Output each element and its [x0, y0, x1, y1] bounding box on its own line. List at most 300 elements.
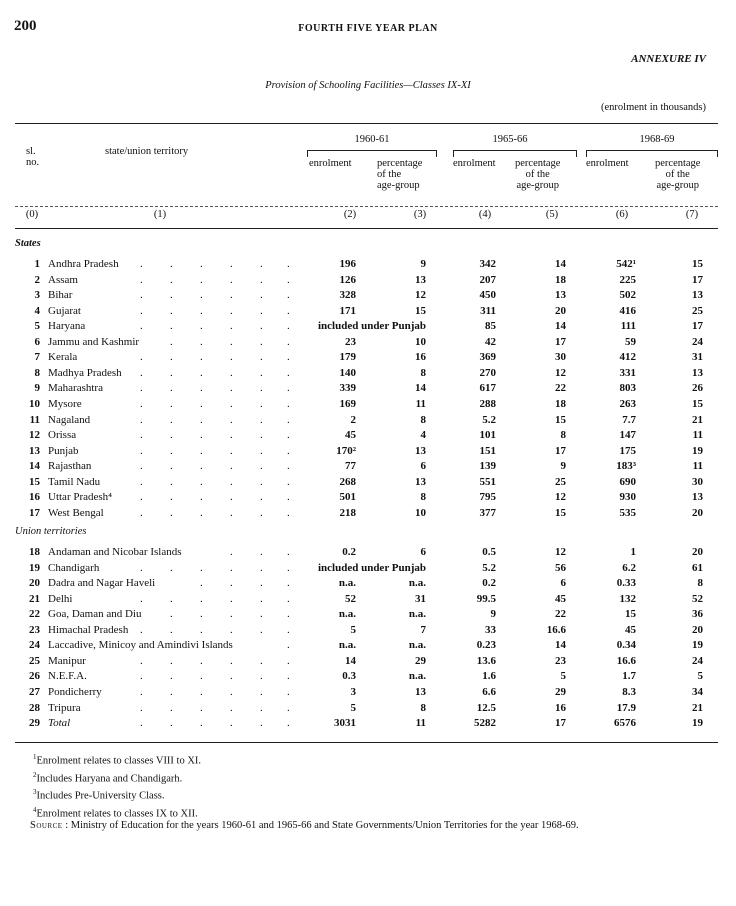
- footnote-text: Includes Pre-University Class.: [36, 790, 165, 802]
- cell-percentage-1960-61: 12: [415, 289, 426, 302]
- cell-enrolment-1965-66: 99.5: [476, 592, 496, 605]
- cell-enrolment-1960-61: 14: [345, 654, 356, 667]
- row-sl-no: 12: [29, 429, 40, 442]
- header-of-the-text: of the: [377, 169, 402, 180]
- header-top-rule: [15, 123, 718, 124]
- row-sl-no: 11: [29, 413, 40, 426]
- cell-percentage-1965-66: 15: [555, 506, 566, 519]
- total-row: 29 Total . . . . . . 3031 11 5282 17 6576 19: [0, 716, 736, 732]
- cell-enrolment-1960-61: 169: [339, 397, 356, 410]
- table-row: 23 Himachal Pradesh . . . . . . 5 7 33 16.6 45 20: [0, 623, 736, 639]
- row-sl-no: 6: [34, 335, 40, 348]
- cell-enrolment-1960-61: 45: [345, 429, 356, 442]
- cell-enrolment-1968-69: 225: [619, 273, 636, 286]
- column-number-1: (1): [153, 209, 167, 220]
- cell-percentage-1965-66: 22: [555, 382, 566, 395]
- table-row: 2 Assam . . . . . . 126 13 207 18 225 17: [0, 273, 736, 289]
- cell-percentage-1965-66: 56: [555, 561, 566, 574]
- table-row: 1 Andhra Pradesh . . . . . . 196 9 342 14 542¹ 15: [0, 257, 736, 273]
- cell-percentage-1968-69: 5: [697, 670, 703, 683]
- row-sl-no: 18: [29, 546, 40, 558]
- cell-enrolment-1965-66: 151: [479, 444, 496, 457]
- cell-enrolment-1968-69: 412: [619, 351, 636, 364]
- cell-percentage-1960-61: 13: [415, 273, 426, 286]
- header-percentage-1965-66: [515, 158, 560, 191]
- cell-enrolment-1960-61: 77: [345, 460, 356, 473]
- cell-enrolment-1965-66: 311: [480, 304, 496, 317]
- cell-percentage-1965-66: 12: [555, 491, 566, 504]
- cell-enrolment-1960-61: 268: [339, 475, 356, 488]
- column-number-4: (4): [478, 209, 492, 220]
- header-sl-line2: no.: [26, 157, 40, 168]
- table-row: 22 Goa, Daman and Diu . . . . . n.a. n.a. 9 22 15 36: [0, 607, 736, 623]
- cell-enrolment-1960-61: 171: [339, 304, 356, 317]
- row-state-name: Tamil Nadu: [48, 475, 101, 488]
- table-row: 12 Orissa . . . . . . 45 4 101 8 147 11: [0, 428, 736, 444]
- cell-enrolment-1960-61: n.a.: [338, 577, 356, 590]
- cell-enrolment-1965-66: 795: [479, 491, 496, 504]
- header-age-group-text: age-group: [656, 180, 700, 191]
- cell-enrolment-1968-69: 16.6: [616, 654, 636, 667]
- cell-enrolment-1965-66: 450: [479, 289, 496, 302]
- cell-enrolment-1968-69: 502: [619, 289, 636, 302]
- cell-enrolment-1965-66: 342: [479, 258, 496, 270]
- row-sl-no: 16: [29, 491, 40, 504]
- header-percentage-text: percentage: [377, 158, 423, 169]
- cell-percentage-1965-66: 5: [560, 670, 566, 683]
- footnote-mark: 2: [33, 770, 37, 779]
- cell-percentage-1960-61: 4: [420, 429, 426, 442]
- cell-enrolment-1960-61: 0.2: [342, 546, 356, 558]
- footnote-mark: 3: [33, 788, 37, 796]
- row-sl-no: 27: [29, 685, 40, 698]
- cell-percentage-1960-61: n.a.: [408, 670, 426, 683]
- cell-enrolment-1965-66: 617: [479, 382, 496, 395]
- cell-enrolment-1960-61: 218: [339, 506, 356, 519]
- cell-enrolment-1965-66: 85: [485, 320, 496, 333]
- column-number-6: (6): [615, 209, 629, 220]
- table-row: 13 Punjab . . . . . . 170² 13 151 17 175 19: [0, 444, 736, 460]
- cell-percentage-1965-66: 45: [555, 592, 566, 605]
- row-state-name: Maharashtra: [48, 382, 103, 395]
- cell-enrolment-1960-61: 328: [339, 289, 356, 302]
- row-sl-no: 26: [29, 670, 40, 683]
- row-state-name: Haryana: [48, 320, 86, 333]
- table-row: 19 Chandigarh . . . . . . included under Punjab 5.2 56 6.2 61: [0, 561, 736, 577]
- cell-enrolment-1960-61: n.a.: [338, 639, 356, 652]
- cell-percentage-1965-66: 14: [555, 258, 566, 270]
- row-sl-no: 25: [29, 654, 40, 667]
- header-age-group-text: age-group: [377, 180, 420, 191]
- footnote: [33, 753, 201, 767]
- row-state-name: Madhya Pradesh: [48, 366, 122, 379]
- cell-enrolment-1965-66: 369: [479, 351, 496, 364]
- cell-enrolment-1960-61: 196: [339, 258, 356, 270]
- table-row: 15 Tamil Nadu . . . . . . 268 13 551 25 690 30: [0, 475, 736, 491]
- header-sl-no: [26, 146, 39, 168]
- cell-percentage-1960-61: 31: [415, 592, 426, 605]
- row-state-name: Rajasthan: [48, 460, 92, 473]
- cell-enrolment-1968-69: 15: [625, 608, 636, 621]
- page-number: 200: [14, 18, 37, 34]
- row-sl-no: 13: [29, 444, 40, 457]
- header-state: state/union territory: [105, 146, 189, 157]
- header-sl-line1: sl.: [26, 146, 36, 157]
- cell-percentage-1968-69: 13: [692, 289, 703, 302]
- cell-percentage-1968-69: 17: [692, 320, 703, 333]
- table-row: 27 Pondicherry . . . . . . 3 13 6.6 29 8.3 34: [0, 685, 736, 701]
- cell-enrolment-1968-69: 45: [625, 623, 636, 636]
- row-state-name: Andaman and Nicobar Islands: [48, 546, 182, 558]
- cell-enrolment-1965-66: 5282: [474, 717, 496, 730]
- cell-percentage-1968-69: 19: [692, 717, 703, 730]
- cell-percentage-1968-69: 31: [692, 351, 703, 364]
- cell-enrolment-1965-66: 9: [490, 608, 496, 621]
- row-sl-no: 7: [34, 351, 40, 364]
- cell-percentage-1960-61: 10: [415, 506, 426, 519]
- cell-percentage-1968-69: 26: [692, 382, 703, 395]
- cell-percentage-1960-61: 10: [415, 335, 426, 348]
- cell-enrolment-1960-61: 2: [350, 413, 356, 426]
- cell-enrolment-1960-61: 3: [350, 685, 356, 698]
- cell-percentage-1968-69: 36: [692, 608, 703, 621]
- row-sl-no: 1: [34, 258, 40, 270]
- footnote-text: Enrolment relates to classes VIII to XI.: [36, 755, 202, 767]
- cell-percentage-1960-61: 8: [420, 366, 426, 379]
- row-sl-no: 5: [34, 320, 40, 333]
- cell-enrolment-1968-69: 263: [619, 397, 636, 410]
- cell-percentage-1960-61: 11: [415, 397, 426, 410]
- annexure-label: ANNEXURE IV: [631, 53, 706, 65]
- cell-enrolment-1960-61: n.a.: [338, 608, 356, 621]
- table-row: 17 West Bengal . . . . . . 218 10 377 15 535 20: [0, 506, 736, 522]
- cell-enrolment-1965-66: 33: [485, 623, 496, 636]
- cell-percentage-1960-61: 9: [420, 258, 426, 270]
- cell-percentage-1965-66: 20: [555, 304, 566, 317]
- cell-percentage-1965-66: 29: [555, 685, 566, 698]
- column-number-7: (7): [685, 209, 699, 220]
- cell-enrolment-1965-66: 1.6: [482, 670, 496, 683]
- cell-percentage-1960-61: n.a.: [408, 608, 426, 621]
- cell-percentage-1968-69: 11: [692, 429, 703, 442]
- table-row: 9 Maharashtra . . . . . . 339 14 617 22 803 26: [0, 381, 736, 397]
- cell-percentage-1968-69: 25: [692, 304, 703, 317]
- header-enrolment-1968-69: enrolment: [586, 158, 629, 169]
- cell-percentage-1965-66: 30: [555, 351, 566, 364]
- row-state-name: West Bengal: [48, 506, 104, 519]
- footnote-text: Includes Haryana and Chandigarh.: [36, 773, 183, 784]
- row-sl-no: 14: [29, 460, 40, 473]
- column-number-3: (3): [413, 209, 427, 220]
- row-sl-no: 19: [29, 561, 40, 574]
- row-state-name: Delhi: [48, 592, 73, 605]
- cell-enrolment-1960-61: 126: [339, 273, 356, 286]
- cell-percentage-1965-66: 17: [555, 335, 566, 348]
- row-state-name: Tripura: [48, 701, 81, 714]
- footnote-mark: 1: [33, 753, 37, 761]
- cell-percentage-1960-61: 6: [420, 546, 426, 558]
- row-state-name: Assam: [48, 273, 78, 286]
- header-of-the-text: of the: [525, 169, 550, 180]
- cell-1960-61-merged: included under Punjab: [317, 561, 426, 574]
- cell-percentage-1968-69: 21: [692, 701, 703, 714]
- cell-enrolment-1968-69: 59: [625, 335, 636, 348]
- header-year-1965-66: 1965-66: [492, 134, 528, 145]
- row-state-name: Nagaland: [48, 413, 91, 426]
- column-number-2: (2): [343, 209, 357, 220]
- header-percentage-text: percentage: [655, 158, 701, 169]
- header-percentage-text: percentage: [515, 158, 561, 169]
- cell-enrolment-1968-69: 147: [619, 429, 636, 442]
- cell-percentage-1960-61: 13: [415, 475, 426, 488]
- row-state-name: Chandigarh: [48, 561, 100, 574]
- cell-enrolment-1965-66: 288: [479, 397, 496, 410]
- cell-enrolment-1960-61: 5: [350, 623, 356, 636]
- cell-enrolment-1960-61: 179: [339, 351, 356, 364]
- cell-percentage-1960-61: 8: [420, 413, 426, 426]
- cell-percentage-1965-66: 8: [560, 429, 566, 442]
- cell-percentage-1968-69: 20: [692, 506, 703, 519]
- table-row: 4 Gujarat . . . . . . 171 15 311 20 416 25: [0, 304, 736, 320]
- cell-percentage-1968-69: 19: [692, 444, 703, 457]
- row-state-name: Uttar Pradesh⁴: [48, 491, 113, 504]
- header-bottom-rule: [15, 228, 718, 229]
- row-sl-no: 20: [29, 577, 40, 590]
- cell-enrolment-1968-69: 6576: [614, 717, 636, 730]
- table-row: 10 Mysore . . . . . . 169 11 288 18 263 15: [0, 397, 736, 413]
- source-note: [30, 820, 579, 831]
- header-percentage-1960-61: [377, 158, 422, 191]
- cell-enrolment-1968-69: 183³: [616, 460, 636, 473]
- footnote-mark: 4: [33, 805, 37, 814]
- table-title: Provision of Schooling Facilities—Classes IX-XI: [265, 80, 471, 91]
- table-row: 24 Laccadive, Minicoy and Amindivi Islands . n.a. n.a. 0.23 14 0.34 19: [0, 638, 736, 654]
- cell-percentage-1965-66: 14: [555, 639, 566, 652]
- row-state-name: Dadra and Nagar Haveli: [48, 577, 156, 590]
- cell-percentage-1968-69: 8: [697, 577, 703, 590]
- header-percentage-1968-69: [655, 158, 700, 191]
- row-state-name: Goa, Daman and Diu: [48, 608, 142, 621]
- row-sl-no: 9: [34, 382, 40, 395]
- table-row: 26 N.E.F.A. . . . . . . 0.3 n.a. 1.6 5 1.7 5: [0, 669, 736, 685]
- row-state-name: Bihar: [48, 289, 73, 302]
- cell-percentage-1965-66: 12: [555, 366, 566, 379]
- section-label-union-territories: Union territories: [15, 526, 87, 537]
- cell-enrolment-1968-69: 930: [619, 491, 636, 504]
- cell-enrolment-1968-69: 6.2: [622, 561, 636, 574]
- footnote: [33, 806, 198, 820]
- row-state-name: Andhra Pradesh: [48, 258, 119, 270]
- header-year-1960-61: 1960-61: [354, 134, 390, 145]
- cell-enrolment-1965-66: 207: [479, 273, 496, 286]
- cell-percentage-1965-66: 16: [555, 701, 566, 714]
- cell-enrolment-1965-66: 0.23: [476, 639, 496, 652]
- cell-enrolment-1968-69: 416: [619, 304, 636, 317]
- table-row: 6 Jammu and Kashmir . . . . . 23 10 42 17 59 24: [0, 335, 736, 351]
- cell-enrolment-1968-69: 690: [619, 475, 636, 488]
- row-state-name: Gujarat: [48, 304, 81, 317]
- cell-percentage-1960-61: 7: [420, 623, 426, 636]
- cell-enrolment-1968-69: 0.33: [616, 577, 636, 590]
- row-state-name: Mysore: [48, 397, 82, 410]
- cell-enrolment-1960-61: 0.3: [342, 670, 356, 683]
- header-of-the-text: of the: [665, 169, 690, 180]
- table-row: 11 Nagaland . . . . . . 2 8 5.2 15 7.7 21: [0, 413, 736, 429]
- cell-percentage-1968-69: 52: [692, 592, 703, 605]
- table-row: 21 Delhi . . . . . . 52 31 99.5 45 132 52: [0, 592, 736, 608]
- row-state-name: Jammu and Kashmir: [48, 335, 140, 348]
- cell-enrolment-1965-66: 12.5: [476, 701, 496, 714]
- footnote: [33, 771, 182, 785]
- row-sl-no: 10: [29, 397, 40, 410]
- row-sl-no: 29: [29, 717, 40, 730]
- column-number-0: (0): [25, 209, 39, 220]
- header-enrolment-1960-61: enrolment: [309, 158, 352, 169]
- cell-percentage-1965-66: 18: [555, 397, 566, 410]
- cell-enrolment-1965-66: 0.2: [482, 577, 496, 590]
- brace-1968-69: [586, 150, 718, 157]
- cell-percentage-1960-61: n.a.: [408, 577, 426, 590]
- cell-percentage-1960-61: 16: [415, 351, 426, 364]
- cell-enrolment-1968-69: 331: [619, 366, 636, 379]
- cell-percentage-1968-69: 30: [692, 475, 703, 488]
- cell-enrolment-1968-69: 175: [619, 444, 636, 457]
- cell-enrolment-1965-66: 13.6: [476, 654, 496, 667]
- cell-enrolment-1968-69: 111: [620, 320, 636, 333]
- row-state-name: Manipur: [48, 654, 86, 667]
- cell-enrolment-1968-69: 542¹: [616, 258, 636, 270]
- cell-percentage-1960-61: 29: [415, 654, 426, 667]
- cell-percentage-1965-66: 9: [560, 460, 566, 473]
- cell-enrolment-1968-69: 7.7: [622, 413, 636, 426]
- cell-enrolment-1965-66: 5.2: [482, 561, 496, 574]
- cell-enrolment-1968-69: 803: [619, 382, 636, 395]
- cell-enrolment-1968-69: 1.7: [622, 670, 636, 683]
- cell-enrolment-1960-61: 501: [339, 491, 356, 504]
- row-sl-no: 8: [34, 366, 40, 379]
- cell-enrolment-1968-69: 8.3: [622, 685, 636, 698]
- cell-enrolment-1960-61: 339: [339, 382, 356, 395]
- row-sl-no: 2: [34, 273, 40, 286]
- cell-percentage-1968-69: 11: [692, 460, 703, 473]
- row-sl-no: 22: [29, 608, 40, 621]
- footnote-text: Enrolment relates to classes IX to XII.: [36, 808, 198, 819]
- row-sl-no: 4: [34, 304, 40, 317]
- cell-percentage-1965-66: 13: [555, 289, 566, 302]
- row-state-name: Punjab: [48, 444, 79, 457]
- cell-percentage-1968-69: 20: [692, 546, 703, 558]
- row-state-name: Pondicherry: [48, 685, 102, 698]
- row-sl-no: 28: [29, 701, 40, 714]
- table-row: 28 Tripura . . . . . . 5 8 12.5 16 17.9 21: [0, 701, 736, 717]
- row-state-name: Himachal Pradesh: [48, 623, 129, 636]
- cell-percentage-1968-69: 19: [692, 639, 703, 652]
- cell-enrolment-1965-66: 0.5: [482, 546, 496, 558]
- cell-percentage-1960-61: 8: [420, 701, 426, 714]
- row-sl-no: 23: [29, 623, 40, 636]
- cell-percentage-1965-66: 18: [555, 273, 566, 286]
- table-bottom-rule: [15, 742, 718, 743]
- cell-percentage-1968-69: 24: [692, 654, 703, 667]
- cell-percentage-1965-66: 14: [555, 320, 566, 333]
- header-mid-rule: [15, 206, 718, 207]
- cell-percentage-1968-69: 20: [692, 623, 703, 636]
- cell-percentage-1960-61: 13: [415, 685, 426, 698]
- cell-percentage-1968-69: 13: [692, 491, 703, 504]
- column-number-5: (5): [545, 209, 559, 220]
- cell-percentage-1960-61: 14: [415, 382, 426, 395]
- row-sl-no: 21: [29, 592, 40, 605]
- cell-enrolment-1965-66: 101: [479, 429, 496, 442]
- table-row: 14 Rajasthan . . . . . . 77 6 139 9 183³ 11: [0, 459, 736, 475]
- footnote: [33, 788, 165, 802]
- table-row: 7 Kerala . . . . . . 179 16 369 30 412 31: [0, 350, 736, 366]
- cell-percentage-1965-66: 22: [555, 608, 566, 621]
- cell-percentage-1968-69: 15: [692, 397, 703, 410]
- cell-enrolment-1965-66: 377: [479, 506, 496, 519]
- cell-enrolment-1960-61: 52: [345, 592, 356, 605]
- cell-percentage-1968-69: 21: [692, 413, 703, 426]
- header-age-group-text: age-group: [516, 180, 560, 191]
- brace-1960-61: [307, 150, 437, 157]
- cell-percentage-1965-66: 15: [555, 413, 566, 426]
- row-sl-no: 17: [29, 506, 40, 519]
- cell-percentage-1968-69: 61: [692, 561, 703, 574]
- cell-enrolment-1965-66: 5.2: [482, 413, 496, 426]
- section-label-states: States: [15, 238, 41, 249]
- row-sl-no: 24: [29, 639, 40, 652]
- cell-percentage-1960-61: 15: [415, 304, 426, 317]
- table-row: 25 Manipur . . . . . . 14 29 13.6 23 16.6 24: [0, 654, 736, 670]
- table-row: 16 Uttar Pradesh⁴ . . . . . . 501 8 795 12 930 13: [0, 490, 736, 506]
- cell-enrolment-1965-66: 6.6: [482, 685, 496, 698]
- cell-enrolment-1965-66: 139: [479, 460, 496, 473]
- unit-note: (enrolment in thousands): [601, 102, 706, 113]
- cell-enrolment-1968-69: 535: [619, 506, 636, 519]
- cell-percentage-1965-66: 12: [555, 546, 566, 558]
- cell-percentage-1968-69: 17: [692, 273, 703, 286]
- cell-percentage-1968-69: 24: [692, 335, 703, 348]
- row-state-name: Total: [48, 717, 71, 730]
- header-year-1968-69: 1968-69: [639, 134, 675, 145]
- cell-enrolment-1968-69: 1: [630, 546, 636, 558]
- row-sl-no: 15: [29, 475, 40, 488]
- cell-percentage-1965-66: 6: [560, 577, 566, 590]
- row-sl-no: 3: [34, 289, 40, 302]
- source-text: : Ministry of Education for the years 1960-61 and 1965-66 and State Governments/Union Territories for the year 1968-69.: [65, 820, 579, 831]
- cell-percentage-1968-69: 15: [692, 258, 703, 270]
- cell-enrolment-1960-61: 5: [350, 701, 356, 714]
- table-row: 3 Bihar . . . . . . 328 12 450 13 502 13: [0, 288, 736, 304]
- cell-enrolment-1968-69: 17.9: [616, 701, 636, 714]
- table-row: 5 Haryana . . . . . . included under Punjab 85 14 111 17: [0, 319, 736, 335]
- cell-enrolment-1965-66: 42: [485, 335, 496, 348]
- row-state-name: Kerala: [48, 351, 78, 364]
- cell-percentage-1965-66: 17: [555, 444, 566, 457]
- running-head: FOURTH FIVE YEAR PLAN: [298, 23, 438, 34]
- cell-enrolment-1965-66: 551: [479, 475, 496, 488]
- cell-percentage-1960-61: 8: [420, 491, 426, 504]
- cell-percentage-1965-66: 23: [555, 654, 566, 667]
- cell-percentage-1960-61: 13: [415, 444, 426, 457]
- cell-percentage-1968-69: 34: [692, 685, 703, 698]
- cell-percentage-1965-66: 25: [555, 475, 566, 488]
- table-row: 20 Dadra and Nagar Haveli . . . . n.a. n.a. 0.2 6 0.33 8: [0, 576, 736, 592]
- row-state-name: Orissa: [48, 429, 77, 442]
- cell-percentage-1960-61: n.a.: [408, 639, 426, 652]
- table-row: 8 Madhya Pradesh . . . . . . 140 8 270 12 331 13: [0, 366, 736, 382]
- cell-percentage-1960-61: 11: [415, 717, 426, 730]
